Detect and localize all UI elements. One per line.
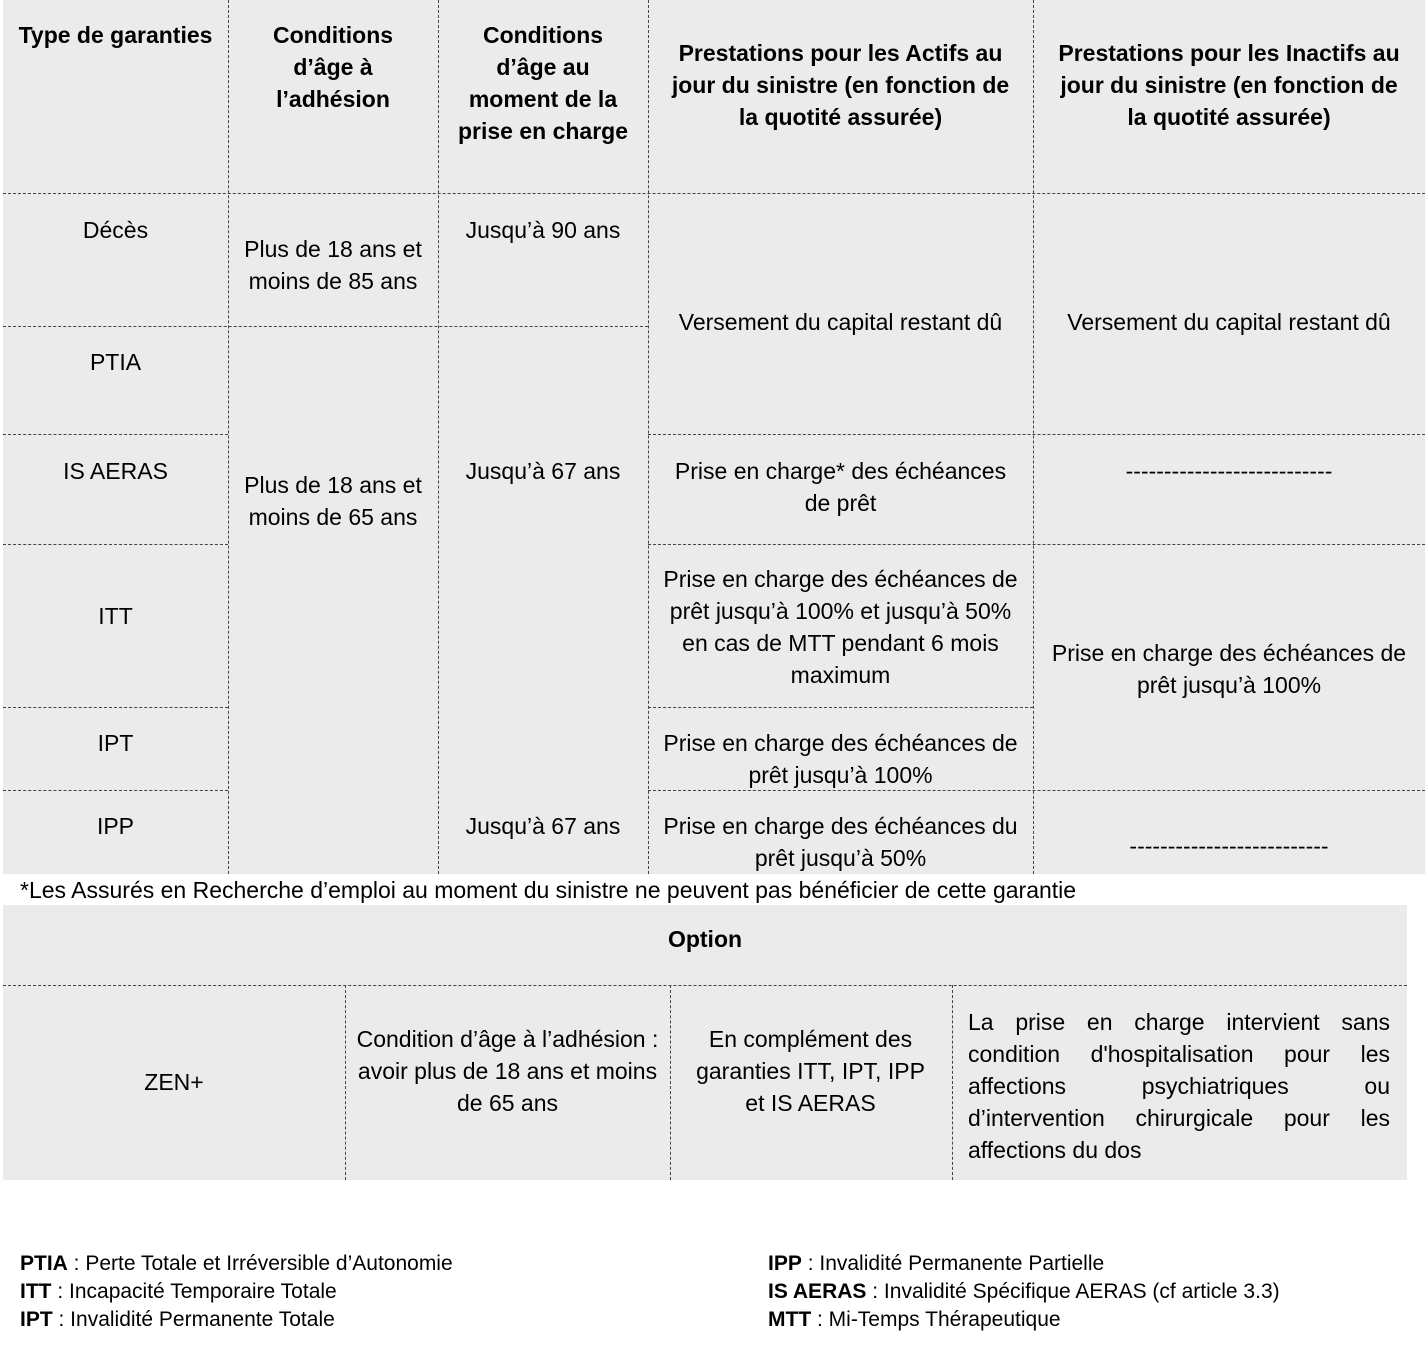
legend-abbr: ITT bbox=[20, 1280, 52, 1303]
type-is-aeras: IS AERAS bbox=[63, 458, 168, 484]
legend-abbr: PTIA bbox=[20, 1252, 68, 1275]
legend-text: : Incapacité Temporaire Totale bbox=[51, 1280, 337, 1303]
legend-ipt bbox=[20, 1306, 335, 1334]
legend-ptia bbox=[20, 1250, 453, 1278]
row-divider bbox=[648, 434, 1425, 435]
inactifs-ipp-dashes: -------------------------- bbox=[1129, 833, 1329, 859]
option-column-divider bbox=[952, 985, 953, 1180]
row-divider bbox=[3, 544, 228, 545]
legend-abbr: IS AERAS bbox=[768, 1280, 867, 1303]
header-inactifs: Prestations pour les Inactifs au jour du sinistre (en fonction de la quotité assurée) bbox=[1058, 40, 1400, 130]
option-column-divider bbox=[345, 985, 346, 1180]
header-actifs: Prestations pour les Actifs au jour du sinistre (en fonction de la quotité assurée) bbox=[671, 40, 1010, 130]
age-adhesion-65: Plus de 18 ans et moins de 65 ans bbox=[244, 472, 422, 530]
age-adhesion-85: Plus de 18 ans et moins de 85 ans bbox=[244, 236, 422, 294]
legend-abbr: IPP bbox=[768, 1252, 802, 1275]
column-divider bbox=[1033, 0, 1034, 874]
type-ipp: IPP bbox=[96, 813, 135, 839]
option-divider bbox=[3, 985, 1407, 986]
legend-is-aeras bbox=[768, 1278, 1280, 1306]
inactifs-itt-ipt: Prise en charge des échéances de prêt jusqu’à 100% bbox=[1051, 640, 1407, 698]
actifs-ipt: Prise en charge des échéances de prêt jusqu’à 100% bbox=[663, 730, 1018, 788]
header-age-adhesion: Conditions d’âge à l’adhésion bbox=[272, 22, 394, 112]
type-ipt: IPT bbox=[97, 730, 134, 756]
option-column-divider bbox=[670, 985, 671, 1180]
row-divider bbox=[3, 707, 228, 708]
inactifs-capital: Versement du capital restant dû bbox=[1067, 309, 1391, 335]
column-divider bbox=[438, 0, 439, 874]
row-divider bbox=[3, 193, 1425, 194]
legend-abbr: IPT bbox=[20, 1308, 53, 1331]
legend-text: : Invalidité Permanente Totale bbox=[52, 1308, 335, 1331]
inactifs-is-aeras-dashes: --------------------------- bbox=[1125, 458, 1333, 484]
actifs-is-aeras: Prise en charge* des échéances de prêt bbox=[674, 458, 1007, 516]
option-description: La prise en charge intervient sans condition d'hospitalisation pour les affections psychiatriques ou d’intervention chirurgicale pour les affections du dos bbox=[968, 1009, 1390, 1163]
option-name: ZEN+ bbox=[144, 1069, 204, 1095]
option-title: Option bbox=[667, 926, 743, 952]
option-complement: En complément des garanties ITT, IPT, IPP et IS AERAS bbox=[696, 1026, 925, 1116]
actifs-ipp: Prise en charge des échéances du prêt jusqu’à 50% bbox=[663, 813, 1018, 871]
option-condition: Condition d’âge à l’adhésion : avoir plus de 18 ans et moins de 65 ans bbox=[356, 1026, 659, 1116]
row-divider bbox=[648, 544, 1425, 545]
legend-mtt bbox=[768, 1306, 1061, 1334]
row-divider bbox=[648, 707, 1033, 708]
legend-text: : Invalidité Permanente Partielle bbox=[801, 1252, 1105, 1275]
legend-text: : Perte Totale et Irréversible d’Autonomie bbox=[67, 1252, 453, 1275]
row-divider bbox=[3, 326, 648, 327]
legend-ipp bbox=[768, 1250, 1104, 1278]
column-divider bbox=[228, 0, 229, 874]
legend-text: : Invalidité Spécifique AERAS (cf article 3.3) bbox=[866, 1280, 1280, 1303]
header-age-prise-en-charge: Conditions d’âge au moment de la prise en charge bbox=[457, 22, 629, 144]
legend-abbr: MTT bbox=[768, 1308, 812, 1331]
row-divider bbox=[3, 790, 228, 791]
age-prise-90: Jusqu’à 90 ans bbox=[465, 217, 621, 243]
type-ptia: PTIA bbox=[89, 349, 142, 375]
footnote: *Les Assurés en Recherche d’emploi au moment du sinistre ne peuvent pas bénéficier de cette garantie bbox=[20, 877, 1077, 903]
type-itt: ITT bbox=[98, 603, 133, 629]
row-divider bbox=[3, 434, 228, 435]
actifs-itt: Prise en charge des échéances de prêt jusqu’à 100% et jusqu’à 50% en cas de MTT pendant 6 mois maximum bbox=[663, 566, 1018, 688]
header-type: Type de garanties bbox=[18, 22, 213, 48]
legend-itt bbox=[20, 1278, 337, 1306]
legend-text: : Mi-Temps Thérapeutique bbox=[811, 1308, 1061, 1331]
actifs-capital: Versement du capital restant dû bbox=[678, 309, 1003, 335]
age-prise-67-ipp: Jusqu’à 67 ans bbox=[465, 813, 621, 839]
type-deces: Décès bbox=[82, 217, 149, 243]
column-divider bbox=[648, 0, 649, 874]
age-prise-67: Jusqu’à 67 ans bbox=[465, 458, 621, 484]
